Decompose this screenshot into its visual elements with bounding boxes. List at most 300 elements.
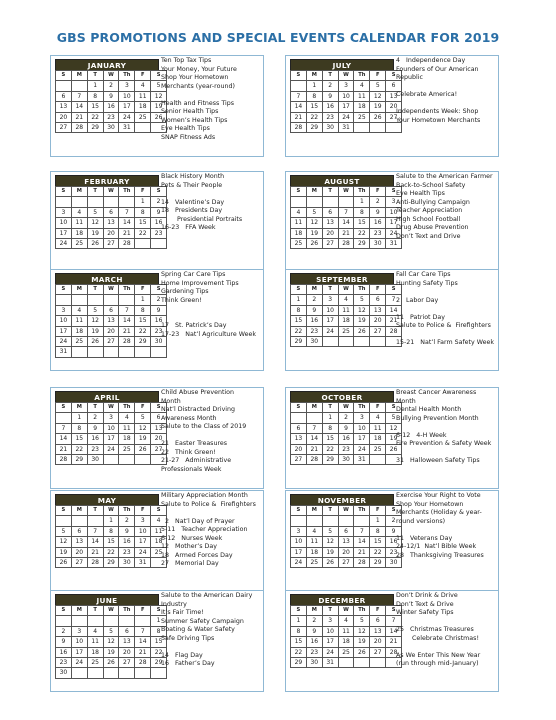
date-cell: 22	[354, 228, 370, 238]
date-cell: 28	[306, 455, 322, 465]
date-cell	[135, 123, 151, 133]
date-cell: 29	[71, 455, 87, 465]
day-name: S	[386, 71, 402, 81]
date-cell: 21	[354, 547, 370, 557]
date-cell: 24	[338, 112, 354, 122]
date-cell	[338, 516, 354, 526]
event-item: Professionals Week	[161, 465, 222, 473]
week-row	[56, 647, 167, 657]
date-cell: 6	[370, 616, 386, 626]
day-name: Th	[119, 71, 135, 81]
week-row	[56, 207, 167, 217]
day-name: F	[135, 187, 151, 197]
day-name: Th	[354, 71, 370, 81]
week-row	[291, 444, 402, 454]
date-cell: 10	[135, 526, 151, 536]
date-cell: 20	[386, 102, 402, 112]
date-cell	[306, 197, 322, 207]
date-cell: 2	[338, 413, 354, 423]
event-item: (run through mid-January)	[396, 660, 479, 667]
event-item: Presidential Portraits	[161, 215, 243, 223]
date-cell: 14	[56, 434, 72, 444]
day-name: T	[322, 403, 338, 413]
event-item: Pets & Their People	[161, 181, 223, 189]
date-cell: 13	[71, 537, 87, 547]
date-cell: 16	[386, 537, 402, 547]
event-item: round versions)	[396, 517, 446, 525]
date-cell: 20	[370, 637, 386, 647]
date-cell: 9	[103, 91, 119, 101]
date-cell	[354, 123, 370, 133]
date-cell: 16	[306, 637, 322, 647]
date-cell: 19	[322, 547, 338, 557]
week-row	[291, 123, 402, 133]
date-cell: 7	[119, 305, 135, 315]
date-cell: 10	[56, 316, 72, 326]
event-item: Safe Driving Tips	[161, 634, 215, 642]
date-cell	[71, 668, 87, 678]
week-row	[56, 337, 167, 347]
date-cell: 25	[71, 239, 87, 249]
date-cell: 31	[386, 239, 402, 249]
date-cell: 3	[354, 413, 370, 423]
date-cell: 14	[386, 305, 402, 315]
date-cell: 23	[103, 112, 119, 122]
date-cell: 21	[386, 637, 402, 647]
date-cell: 11	[291, 218, 307, 228]
day-name: M	[71, 285, 87, 295]
week-row	[291, 434, 402, 444]
date-cell: 19	[386, 434, 402, 444]
date-cell: 18	[87, 647, 103, 657]
week-row	[291, 616, 402, 626]
date-cell: 3	[322, 295, 338, 305]
date-cell: 19	[354, 316, 370, 326]
event-item	[396, 288, 496, 297]
week-row	[56, 316, 167, 326]
date-cell: 2	[56, 626, 72, 636]
event-item: Back-to-School Safety	[396, 181, 466, 189]
mini-calendar	[290, 273, 402, 347]
month-name: OCTOBER	[290, 391, 394, 402]
date-cell: 27	[71, 558, 87, 568]
date-cell: 27	[386, 112, 402, 122]
week-row	[56, 305, 167, 315]
week-row	[56, 326, 167, 336]
day-grid	[55, 70, 167, 133]
month-card-november	[285, 490, 499, 592]
date-cell	[56, 81, 72, 91]
date-cell: 23	[322, 112, 338, 122]
date-cell	[291, 81, 307, 91]
date-cell: 29	[322, 455, 338, 465]
date-cell: 11	[135, 91, 151, 101]
event-item	[161, 314, 261, 323]
day-name: Th	[119, 187, 135, 197]
day-name: W	[103, 506, 119, 516]
date-cell: 30	[56, 668, 72, 678]
date-cell: 29	[291, 658, 307, 668]
date-cell: 6	[338, 526, 354, 536]
week-row	[291, 526, 402, 536]
date-cell: 5	[135, 413, 151, 423]
event-item: Spring Car Care Tips	[161, 271, 226, 278]
week-row	[56, 547, 167, 557]
date-cell: 15	[87, 102, 103, 112]
date-cell: 14	[338, 218, 354, 228]
date-cell: 18	[151, 537, 167, 547]
date-cell	[135, 455, 151, 465]
date-cell: 3	[103, 413, 119, 423]
mini-calendar	[55, 273, 167, 358]
week-row	[291, 455, 402, 465]
date-cell: 7	[71, 91, 87, 101]
date-cell: 25	[306, 558, 322, 568]
date-cell: 7	[56, 423, 72, 433]
event-item: As We Enter This New Year	[396, 651, 481, 659]
week-row	[291, 647, 402, 657]
week-row	[56, 423, 167, 433]
day-name: F	[370, 606, 386, 616]
date-cell: 4	[71, 305, 87, 315]
week-row	[56, 626, 167, 636]
date-cell: 16	[338, 434, 354, 444]
date-cell	[119, 295, 135, 305]
week-row	[291, 423, 402, 433]
date-cell: 30	[370, 239, 386, 249]
day-name: T	[87, 506, 103, 516]
date-cell: 9	[151, 207, 167, 217]
event-item: Anti-Bullying Campaign	[396, 198, 470, 206]
event-item: Gardening Tips	[161, 288, 209, 295]
date-cell: 11	[87, 637, 103, 647]
date-cell	[119, 668, 135, 678]
event-item: Celebrate America!	[396, 91, 458, 98]
day-name: Th	[354, 506, 370, 516]
date-cell: 24	[322, 326, 338, 336]
event-item: Don’t Drink & Drive	[396, 592, 458, 599]
week-row	[291, 102, 402, 112]
date-cell: 6	[119, 626, 135, 636]
date-cell: 25	[291, 239, 307, 249]
date-cell: 28	[291, 123, 307, 133]
day-name: T	[87, 403, 103, 413]
day-grid	[55, 605, 167, 679]
date-cell: 16	[306, 316, 322, 326]
date-cell: 24	[119, 112, 135, 122]
event-item: 31 Halloween Safety Tips	[396, 457, 480, 464]
day-name: S	[386, 285, 402, 295]
day-name: Th	[119, 506, 135, 516]
date-cell: 30	[322, 123, 338, 133]
month-name: NOVEMBER	[290, 494, 394, 505]
date-cell	[87, 197, 103, 207]
date-cell: 4	[354, 81, 370, 91]
date-cell: 25	[119, 444, 135, 454]
event-item: Eye Health Tips	[161, 125, 210, 132]
date-cell	[71, 616, 87, 626]
date-cell: 28	[386, 326, 402, 336]
date-cell: 21	[119, 326, 135, 336]
date-cell: 8	[306, 91, 322, 101]
date-cell: 20	[338, 547, 354, 557]
date-cell: 10	[103, 423, 119, 433]
day-name: S	[291, 71, 307, 81]
date-cell	[354, 658, 370, 668]
date-cell: 8	[322, 423, 338, 433]
date-cell: 16	[370, 218, 386, 228]
date-cell: 3	[135, 516, 151, 526]
day-name: T	[322, 606, 338, 616]
event-item: 21 Easter Treasures	[161, 440, 228, 447]
month-card-january	[50, 55, 264, 157]
event-list	[396, 173, 496, 241]
date-cell: 25	[87, 658, 103, 668]
day-name: W	[338, 187, 354, 197]
date-cell: 25	[71, 337, 87, 347]
date-cell: 22	[103, 547, 119, 557]
day-grid	[290, 70, 402, 133]
event-list	[396, 57, 496, 125]
date-cell	[103, 197, 119, 207]
week-row	[291, 81, 402, 91]
week-row	[56, 455, 167, 465]
date-cell: 16	[151, 316, 167, 326]
date-cell: 18	[306, 547, 322, 557]
date-cell: 19	[306, 228, 322, 238]
date-cell: 9	[338, 423, 354, 433]
date-cell: 6	[386, 81, 402, 91]
event-list	[161, 389, 261, 474]
date-cell: 6	[322, 207, 338, 217]
event-item: 5-11 Teacher Appreciation	[161, 526, 248, 533]
date-cell: 20	[322, 228, 338, 238]
event-item: Women’s Health Tips	[161, 116, 228, 124]
day-name: M	[71, 606, 87, 616]
day-name: T	[87, 606, 103, 616]
event-item	[396, 526, 496, 535]
date-cell: 8	[354, 207, 370, 217]
date-cell: 7	[386, 295, 402, 305]
month-card-september	[285, 269, 499, 371]
date-cell: 15	[370, 537, 386, 547]
mini-calendar	[55, 175, 167, 249]
date-cell: 2	[306, 616, 322, 626]
mini-calendar	[290, 391, 402, 465]
date-cell: 8	[151, 626, 167, 636]
week-row	[56, 295, 167, 305]
date-cell: 19	[135, 434, 151, 444]
date-cell: 15	[135, 316, 151, 326]
date-cell: 1	[354, 197, 370, 207]
day-name: W	[103, 403, 119, 413]
event-item: 4 Independence Day	[396, 57, 466, 64]
date-cell: 12	[354, 305, 370, 315]
day-name: M	[71, 506, 87, 516]
date-cell: 2	[386, 516, 402, 526]
date-cell	[370, 123, 386, 133]
date-cell: 1	[291, 295, 307, 305]
event-item: Independents Week: Shop	[396, 108, 479, 115]
event-item: Celebrate Christmas!	[396, 634, 479, 642]
month-name: SEPTEMBER	[290, 273, 394, 284]
date-cell: 27	[370, 647, 386, 657]
date-cell	[71, 197, 87, 207]
date-cell	[87, 668, 103, 678]
date-cell: 16	[56, 647, 72, 657]
date-cell: 13	[386, 91, 402, 101]
date-cell	[354, 516, 370, 526]
event-item: 11 Patriot Day	[396, 313, 445, 321]
date-cell: 16	[151, 218, 167, 228]
date-cell: 17	[119, 102, 135, 112]
event-item: Industry	[161, 600, 187, 608]
event-item: 16 Father’s Day	[161, 660, 215, 667]
date-cell: 8	[71, 423, 87, 433]
date-cell: 12	[87, 316, 103, 326]
day-grid	[55, 186, 167, 249]
date-cell: 11	[71, 316, 87, 326]
date-cell: 30	[386, 558, 402, 568]
date-cell: 15	[354, 218, 370, 228]
date-cell	[103, 616, 119, 626]
date-cell: 2	[151, 197, 167, 207]
date-cell: 30	[87, 455, 103, 465]
day-name: S	[151, 187, 167, 197]
date-cell: 20	[103, 228, 119, 238]
day-name: M	[306, 606, 322, 616]
date-cell: 5	[87, 207, 103, 217]
day-name: Th	[119, 403, 135, 413]
date-cell: 17	[71, 647, 87, 657]
date-cell	[135, 668, 151, 678]
day-name: M	[71, 187, 87, 197]
date-cell: 15	[306, 102, 322, 112]
date-cell: 14	[354, 537, 370, 547]
date-cell: 21	[386, 316, 402, 326]
date-cell: 12	[306, 218, 322, 228]
date-cell: 7	[338, 207, 354, 217]
event-item: Month	[396, 397, 416, 405]
week-row	[56, 537, 167, 547]
event-item	[396, 643, 496, 652]
date-cell: 13	[338, 537, 354, 547]
day-name: F	[135, 403, 151, 413]
event-item: Exercise Your Right to Vote	[396, 492, 481, 499]
date-cell: 9	[56, 637, 72, 647]
month-name: JUNE	[55, 594, 159, 605]
date-cell: 29	[151, 658, 167, 668]
date-cell: 26	[354, 647, 370, 657]
date-cell: 29	[135, 337, 151, 347]
event-item: Black History Month	[161, 173, 225, 180]
event-item: 17 St. Patrick’s Day	[161, 322, 227, 329]
event-item: 15-21 Nat’l Farm Safety Week	[396, 339, 495, 346]
date-cell	[306, 516, 322, 526]
date-cell: 28	[119, 337, 135, 347]
date-cell: 23	[56, 658, 72, 668]
event-item: 28 Thanksgiving Treasures	[396, 551, 484, 559]
date-cell: 22	[151, 647, 167, 657]
date-cell: 19	[56, 547, 72, 557]
date-cell: 1	[71, 413, 87, 423]
day-name: F	[135, 71, 151, 81]
date-cell: 4	[306, 526, 322, 536]
event-item: Drug Abuse Prevention	[396, 224, 469, 231]
day-name: M	[306, 403, 322, 413]
date-cell	[71, 516, 87, 526]
month-name: JANUARY	[55, 59, 159, 70]
date-cell: 17	[338, 102, 354, 112]
date-cell	[119, 616, 135, 626]
date-cell: 17	[322, 316, 338, 326]
date-cell: 3	[119, 81, 135, 91]
date-cell: 26	[56, 558, 72, 568]
date-cell: 22	[370, 547, 386, 557]
date-cell: 6	[103, 305, 119, 315]
date-cell	[370, 658, 386, 668]
date-cell: 5	[87, 305, 103, 315]
event-item	[396, 331, 496, 340]
date-cell: 5	[306, 207, 322, 217]
date-cell: 15	[151, 637, 167, 647]
date-cell: 23	[386, 547, 402, 557]
day-name: S	[291, 187, 307, 197]
date-cell: 11	[119, 423, 135, 433]
week-row	[56, 616, 167, 626]
week-row	[291, 547, 402, 557]
date-cell: 29	[370, 558, 386, 568]
event-item: Salute to Police & Firefighters	[396, 322, 491, 329]
date-cell: 27	[322, 239, 338, 249]
date-cell: 11	[354, 91, 370, 101]
date-cell: 17	[386, 218, 402, 228]
day-name: M	[71, 71, 87, 81]
day-name: F	[370, 71, 386, 81]
date-cell: 7	[306, 423, 322, 433]
event-item	[161, 432, 261, 441]
week-row	[291, 337, 402, 347]
date-cell: 23	[370, 228, 386, 238]
date-cell: 26	[151, 112, 167, 122]
date-cell: 14	[291, 102, 307, 112]
mini-calendar	[55, 494, 167, 568]
date-cell	[56, 295, 72, 305]
date-cell: 14	[386, 626, 402, 636]
week-row	[56, 558, 167, 568]
date-cell: 11	[338, 305, 354, 315]
date-cell	[151, 347, 167, 357]
event-item: 16-23 FFA Week	[161, 224, 216, 231]
date-cell: 9	[386, 526, 402, 536]
day-name: T	[322, 71, 338, 81]
date-cell: 22	[87, 112, 103, 122]
date-cell: 20	[291, 444, 307, 454]
day-name: S	[151, 606, 167, 616]
date-cell	[338, 658, 354, 668]
date-cell: 21	[306, 444, 322, 454]
date-cell	[87, 616, 103, 626]
event-item: Don’t Text and Drive	[396, 232, 461, 240]
date-cell: 1	[135, 197, 151, 207]
event-item	[161, 190, 261, 199]
mini-calendar	[290, 59, 402, 133]
day-name: W	[103, 285, 119, 295]
date-cell: 13	[322, 218, 338, 228]
date-cell: 9	[119, 526, 135, 536]
event-item: 21-27 Administrative	[161, 457, 232, 464]
week-row	[56, 347, 167, 357]
